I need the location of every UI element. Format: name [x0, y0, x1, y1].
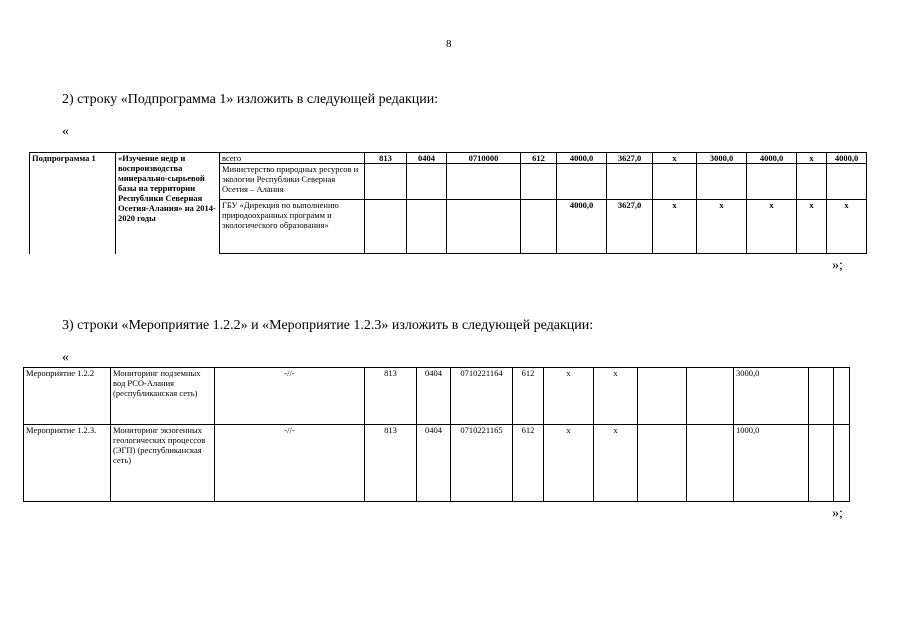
table-cell: x	[747, 200, 797, 254]
table-cell: x	[827, 200, 867, 254]
org-cell: -//-	[215, 368, 365, 425]
table-cell: x	[797, 153, 827, 164]
table-cell: 3627,0	[607, 153, 653, 164]
table-cell	[407, 164, 447, 200]
table-cell: 813	[365, 153, 407, 164]
subprogram-table	[29, 152, 867, 254]
section3-close-quote: »;	[832, 506, 843, 521]
org-cell: всего	[220, 153, 365, 164]
table-cell	[607, 164, 653, 200]
table-cell: 0710221164	[451, 368, 513, 425]
org-cell: -//-	[215, 425, 365, 502]
table-cell	[809, 368, 834, 425]
table-cell	[557, 164, 607, 200]
measure-code: Мероприятие 1.2.2	[24, 368, 111, 425]
table-cell	[447, 200, 521, 254]
table-cell	[697, 164, 747, 200]
section3-open-quote: «	[62, 350, 69, 365]
table-cell: x	[594, 368, 638, 425]
table-cell	[365, 200, 407, 254]
table-cell	[638, 425, 687, 502]
org-cell: ГБУ «Дирекция по выполнению природоохранных программ и экологического образования»	[220, 200, 365, 254]
table-cell	[687, 425, 734, 502]
table-cell: x	[697, 200, 747, 254]
page-number: 8	[446, 38, 452, 50]
table-cell: 3000,0	[734, 368, 809, 425]
table-cell	[521, 164, 557, 200]
table-row	[24, 425, 850, 502]
table-cell: 0404	[417, 425, 451, 502]
table-cell	[653, 164, 697, 200]
table-cell: x	[653, 200, 697, 254]
table-cell: 0404	[417, 368, 451, 425]
table-cell: 612	[521, 153, 557, 164]
measure-name: Мониторинг экзогенных геологических процессов (ЭГП) (республиканская сеть)	[111, 425, 215, 502]
table-cell: x	[653, 153, 697, 164]
table-cell: 4000,0	[827, 153, 867, 164]
table-cell	[827, 164, 867, 200]
table-cell: 4000,0	[557, 200, 607, 254]
table-cell: 0404	[407, 153, 447, 164]
section2-close-quote: »;	[832, 258, 843, 273]
table-cell: x	[797, 200, 827, 254]
program-title: «Изучение недр и воспроизводства минерально-сырьевой базы на территории Республики Северная Осетия-Алания» на 2014-2020 годы	[118, 153, 216, 223]
section3-heading: 3) строки «Мероприятие 1.2.2» и «Мероприятие 1.2.3» изложить в следующей редакции:	[62, 318, 594, 333]
section2-open-quote: «	[62, 124, 69, 139]
table-cell	[638, 368, 687, 425]
program-label: Подпрограмма 1	[32, 153, 96, 163]
measures-table	[23, 367, 850, 502]
table-cell	[834, 425, 850, 502]
table-row	[30, 153, 867, 164]
table-cell: 4000,0	[747, 153, 797, 164]
table-cell: 3000,0	[697, 153, 747, 164]
measure-name: Мониторинг подземных вод РСО-Алания (республиканская сеть)	[111, 368, 215, 425]
table-cell: 612	[513, 425, 544, 502]
table-cell	[521, 200, 557, 254]
program-label-cell	[30, 153, 116, 254]
table-cell	[797, 164, 827, 200]
table-cell	[809, 425, 834, 502]
table-cell: 612	[513, 368, 544, 425]
table-cell: 4000,0	[557, 153, 607, 164]
table-cell: 3627,0	[607, 200, 653, 254]
program-title-cell	[116, 153, 220, 254]
section2-heading: 2) строку «Подпрограмма 1» изложить в следующей редакции:	[62, 92, 439, 107]
table-cell	[687, 368, 734, 425]
table-cell	[365, 164, 407, 200]
table-cell: 813	[365, 425, 417, 502]
table-cell	[447, 164, 521, 200]
table-cell: x	[594, 425, 638, 502]
table-cell: 0710221165	[451, 425, 513, 502]
table-cell: 1000,0	[734, 425, 809, 502]
org-cell: Министерство природных ресурсов и экологии Республики Северная Осетия – Алания	[220, 164, 365, 200]
measure-code: Мероприятие 1.2.3.	[24, 425, 111, 502]
table-row	[24, 368, 850, 425]
table-cell: 0710000	[447, 153, 521, 164]
table-cell: x	[544, 425, 594, 502]
table-cell	[834, 368, 850, 425]
table-cell	[407, 200, 447, 254]
table-cell: 813	[365, 368, 417, 425]
table-cell	[747, 164, 797, 200]
table-cell: x	[544, 368, 594, 425]
